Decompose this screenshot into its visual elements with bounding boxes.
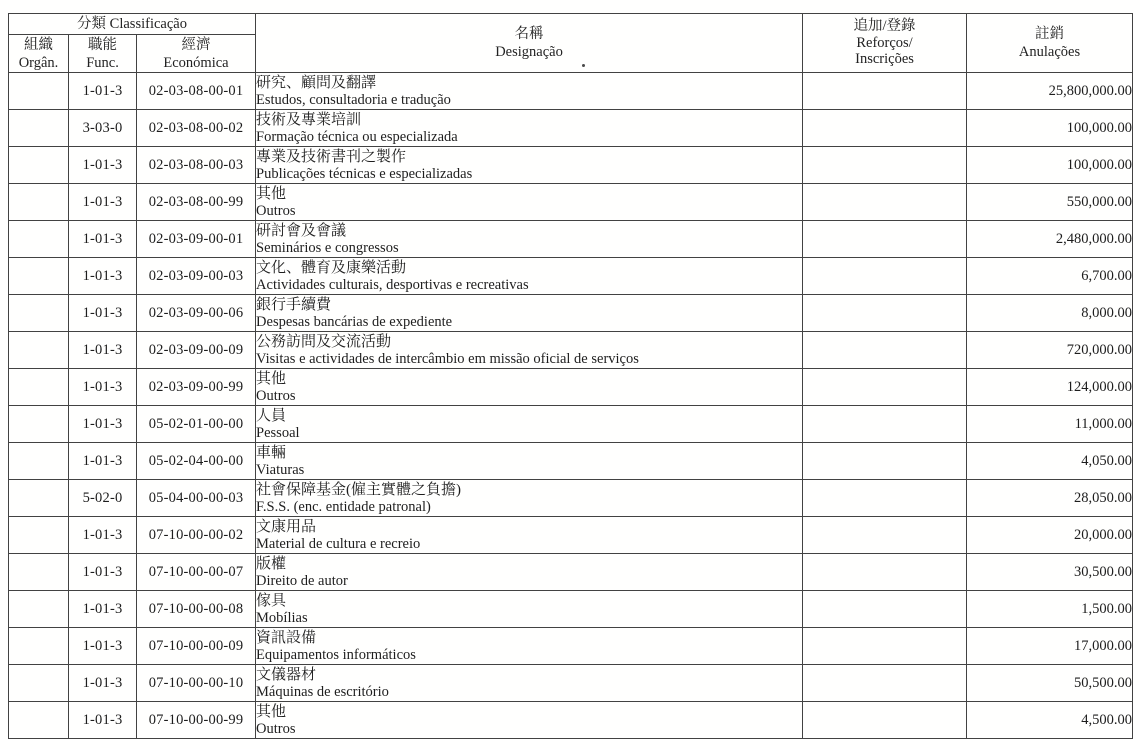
header-designation-zh: 名稱 bbox=[514, 26, 544, 42]
cell-organ bbox=[9, 332, 69, 369]
cell-designation bbox=[256, 110, 803, 147]
cell-func: 1-01-3 bbox=[69, 295, 137, 332]
designation-zh: 版權 bbox=[256, 555, 287, 572]
cell-econ: 07-10-00-00-02 bbox=[137, 517, 256, 554]
header-reinforcements-zh: 追加/登錄 bbox=[853, 18, 916, 35]
cell-organ bbox=[9, 406, 69, 443]
designation-pt: Outros bbox=[256, 202, 296, 219]
table-row bbox=[9, 628, 1133, 665]
cell-func: 5-02-0 bbox=[69, 480, 137, 517]
cell-cancellations: 20,000.00 bbox=[967, 517, 1133, 554]
cell-func: 1-01-3 bbox=[69, 406, 137, 443]
header-econ bbox=[137, 35, 256, 73]
designation-pt: Seminários e congressos bbox=[256, 239, 399, 256]
cell-organ bbox=[9, 295, 69, 332]
cell-reinforcements bbox=[803, 591, 967, 628]
cell-reinforcements bbox=[803, 184, 967, 221]
cell-reinforcements bbox=[803, 702, 967, 739]
cell-cancellations: 17,000.00 bbox=[967, 628, 1133, 665]
cell-func: 1-01-3 bbox=[69, 628, 137, 665]
header-reinforcements bbox=[803, 14, 967, 73]
cell-func: 1-01-3 bbox=[69, 665, 137, 702]
cell-func: 1-01-3 bbox=[69, 184, 137, 221]
cell-designation bbox=[256, 628, 803, 665]
cell-cancellations: 124,000.00 bbox=[967, 369, 1133, 406]
cell-reinforcements bbox=[803, 110, 967, 147]
designation-pt: Equipamentos informáticos bbox=[256, 646, 416, 663]
cell-cancellations: 25,800,000.00 bbox=[967, 73, 1133, 110]
cell-econ: 02-03-09-00-01 bbox=[137, 221, 256, 258]
table-row bbox=[9, 221, 1133, 258]
cell-econ: 07-10-00-00-99 bbox=[137, 702, 256, 739]
cell-func: 1-01-3 bbox=[69, 591, 137, 628]
cell-econ: 07-10-00-00-10 bbox=[137, 665, 256, 702]
cell-econ: 05-02-01-00-00 bbox=[137, 406, 256, 443]
cell-designation bbox=[256, 332, 803, 369]
table-row bbox=[9, 258, 1133, 295]
designation-zh: 公務訪問及交流活動 bbox=[256, 333, 392, 350]
designation-pt: Viaturas bbox=[256, 461, 305, 478]
table-body bbox=[9, 73, 1133, 739]
cell-organ bbox=[9, 147, 69, 184]
cell-cancellations: 100,000.00 bbox=[967, 110, 1133, 147]
header-func bbox=[69, 35, 137, 73]
designation-pt: Material de cultura e recreio bbox=[256, 535, 421, 552]
designation-zh: 銀行手續費 bbox=[256, 296, 332, 313]
cell-cancellations: 50,500.00 bbox=[967, 665, 1133, 702]
cell-organ bbox=[9, 369, 69, 406]
cell-econ: 02-03-08-00-01 bbox=[137, 73, 256, 110]
designation-pt: Despesas bancárias de expediente bbox=[256, 313, 453, 330]
cell-designation bbox=[256, 369, 803, 406]
cell-reinforcements bbox=[803, 665, 967, 702]
cell-func: 1-01-3 bbox=[69, 554, 137, 591]
header-designation bbox=[256, 14, 803, 73]
cell-organ bbox=[9, 258, 69, 295]
cell-cancellations: 4,500.00 bbox=[967, 702, 1133, 739]
cell-func: 1-01-3 bbox=[69, 147, 137, 184]
cell-reinforcements bbox=[803, 406, 967, 443]
scan-artifact-dot bbox=[582, 64, 585, 67]
designation-pt: Direito de autor bbox=[256, 572, 348, 589]
table-row bbox=[9, 480, 1133, 517]
cell-func: 1-01-3 bbox=[69, 517, 137, 554]
cell-func: 3-03-0 bbox=[69, 110, 137, 147]
cell-reinforcements bbox=[803, 295, 967, 332]
designation-zh: 其他 bbox=[256, 370, 287, 387]
designation-pt: Mobílias bbox=[256, 609, 308, 626]
designation-pt: F.S.S. (enc. entidade patronal) bbox=[256, 498, 431, 515]
designation-pt: Outros bbox=[256, 720, 296, 737]
cell-reinforcements bbox=[803, 443, 967, 480]
cell-organ bbox=[9, 480, 69, 517]
cell-econ: 02-03-09-00-99 bbox=[137, 369, 256, 406]
cell-econ: 02-03-09-00-03 bbox=[137, 258, 256, 295]
designation-zh: 文康用品 bbox=[256, 518, 317, 535]
designation-zh: 專業及技術書刊之製作 bbox=[256, 148, 407, 165]
table-row bbox=[9, 517, 1133, 554]
cell-organ bbox=[9, 73, 69, 110]
cell-econ: 07-10-00-00-08 bbox=[137, 591, 256, 628]
cell-func: 1-01-3 bbox=[69, 702, 137, 739]
cell-reinforcements bbox=[803, 332, 967, 369]
header-reinforcements-pt2: Inscrições bbox=[855, 51, 914, 68]
cell-econ: 05-04-00-00-03 bbox=[137, 480, 256, 517]
cell-designation bbox=[256, 591, 803, 628]
cell-func: 1-01-3 bbox=[69, 369, 137, 406]
designation-zh: 人員 bbox=[256, 407, 287, 424]
cell-reinforcements bbox=[803, 73, 967, 110]
cell-reinforcements bbox=[803, 628, 967, 665]
cell-designation bbox=[256, 443, 803, 480]
cell-func: 1-01-3 bbox=[69, 258, 137, 295]
cell-reinforcements bbox=[803, 369, 967, 406]
header-organ bbox=[9, 35, 69, 73]
designation-pt: Publicações técnicas e especializadas bbox=[256, 165, 473, 182]
table-row bbox=[9, 554, 1133, 591]
cell-cancellations: 100,000.00 bbox=[967, 147, 1133, 184]
header-econ-zh: 經濟 bbox=[181, 36, 211, 53]
cell-designation bbox=[256, 480, 803, 517]
cell-func: 1-01-3 bbox=[69, 221, 137, 258]
table-row bbox=[9, 443, 1133, 480]
header-classification-label: 分類 Classificação bbox=[77, 16, 187, 32]
table-row bbox=[9, 332, 1133, 369]
cell-cancellations: 1,500.00 bbox=[967, 591, 1133, 628]
cell-organ bbox=[9, 110, 69, 147]
header-reinforcements-pt1: Reforços/ bbox=[856, 34, 913, 51]
cell-cancellations: 2,480,000.00 bbox=[967, 221, 1133, 258]
table-row bbox=[9, 110, 1133, 147]
cell-organ bbox=[9, 591, 69, 628]
table-row bbox=[9, 702, 1133, 739]
cell-econ: 02-03-08-00-03 bbox=[137, 147, 256, 184]
cell-organ bbox=[9, 517, 69, 554]
cell-cancellations: 6,700.00 bbox=[967, 258, 1133, 295]
designation-pt: Pessoal bbox=[256, 424, 300, 441]
cell-cancellations: 28,050.00 bbox=[967, 480, 1133, 517]
cell-designation bbox=[256, 665, 803, 702]
header-econ-pt: Económica bbox=[163, 54, 229, 71]
cell-reinforcements bbox=[803, 554, 967, 591]
budget-table bbox=[8, 13, 1133, 739]
cell-econ: 07-10-00-00-07 bbox=[137, 554, 256, 591]
cell-designation bbox=[256, 406, 803, 443]
cell-designation bbox=[256, 73, 803, 110]
cell-cancellations: 8,000.00 bbox=[967, 295, 1133, 332]
header-func-zh: 職能 bbox=[88, 36, 117, 53]
cell-econ: 07-10-00-00-09 bbox=[137, 628, 256, 665]
designation-zh: 文化、體育及康樂活動 bbox=[256, 259, 407, 276]
cell-econ: 02-03-09-00-06 bbox=[137, 295, 256, 332]
table-row bbox=[9, 184, 1133, 221]
designation-pt: Actividades culturais, desportivas e recreativas bbox=[256, 276, 529, 293]
cell-designation bbox=[256, 258, 803, 295]
cell-econ: 02-03-09-00-09 bbox=[137, 332, 256, 369]
designation-zh: 研究、顧問及翻譯 bbox=[256, 74, 377, 91]
designation-zh: 傢具 bbox=[256, 592, 287, 609]
cell-organ bbox=[9, 554, 69, 591]
cell-designation bbox=[256, 147, 803, 184]
header-organ-pt: Orgân. bbox=[18, 54, 59, 71]
cell-organ bbox=[9, 702, 69, 739]
designation-zh: 社會保障基金(僱主實體之負擔) bbox=[256, 481, 462, 498]
cell-reinforcements bbox=[803, 258, 967, 295]
cell-organ bbox=[9, 665, 69, 702]
table-header bbox=[9, 14, 1133, 73]
header-classification bbox=[9, 14, 256, 35]
designation-zh: 資訊設備 bbox=[256, 629, 317, 646]
designation-pt: Formação técnica ou especializada bbox=[256, 128, 458, 145]
table-row bbox=[9, 147, 1133, 184]
cell-reinforcements bbox=[803, 221, 967, 258]
header-organ-zh: 組織 bbox=[24, 36, 53, 53]
cell-reinforcements bbox=[803, 517, 967, 554]
cell-designation bbox=[256, 295, 803, 332]
header-func-pt: Func. bbox=[86, 54, 119, 71]
cell-designation bbox=[256, 554, 803, 591]
cell-reinforcements bbox=[803, 147, 967, 184]
table-row bbox=[9, 295, 1133, 332]
table-row bbox=[9, 73, 1133, 110]
cell-organ bbox=[9, 443, 69, 480]
cell-organ bbox=[9, 184, 69, 221]
designation-zh: 文儀器材 bbox=[256, 666, 317, 683]
cell-cancellations: 4,050.00 bbox=[967, 443, 1133, 480]
cell-designation bbox=[256, 517, 803, 554]
designation-pt: Estudos, consultadoria e tradução bbox=[256, 91, 451, 108]
cell-designation bbox=[256, 702, 803, 739]
cell-econ: 05-02-04-00-00 bbox=[137, 443, 256, 480]
designation-zh: 研討會及會議 bbox=[256, 222, 347, 239]
designation-zh: 技術及專業培訓 bbox=[256, 111, 362, 128]
header-cancellations bbox=[967, 14, 1133, 73]
designation-zh: 其他 bbox=[256, 185, 287, 202]
designation-pt: Outros bbox=[256, 387, 296, 404]
designation-zh: 其他 bbox=[256, 703, 287, 720]
header-cancellations-pt: Anulações bbox=[1018, 44, 1081, 60]
table-row bbox=[9, 406, 1133, 443]
designation-pt: Visitas e actividades de intercâmbio em missão oficial de serviços bbox=[256, 350, 639, 367]
cell-econ: 02-03-08-00-02 bbox=[137, 110, 256, 147]
cell-designation bbox=[256, 221, 803, 258]
cell-func: 1-01-3 bbox=[69, 332, 137, 369]
cell-func: 1-01-3 bbox=[69, 443, 137, 480]
header-designation-pt: Designação bbox=[495, 44, 563, 60]
cell-cancellations: 30,500.00 bbox=[967, 554, 1133, 591]
cell-designation bbox=[256, 184, 803, 221]
cell-econ: 02-03-08-00-99 bbox=[137, 184, 256, 221]
table-row bbox=[9, 591, 1133, 628]
cell-organ bbox=[9, 221, 69, 258]
table-row bbox=[9, 665, 1133, 702]
cell-func: 1-01-3 bbox=[69, 73, 137, 110]
cell-cancellations: 11,000.00 bbox=[967, 406, 1133, 443]
cell-cancellations: 720,000.00 bbox=[967, 332, 1133, 369]
header-row-1 bbox=[9, 14, 1133, 35]
cell-organ bbox=[9, 628, 69, 665]
designation-zh: 車輛 bbox=[256, 444, 287, 461]
header-cancellations-zh: 註銷 bbox=[1035, 26, 1065, 42]
table-row bbox=[9, 369, 1133, 406]
cell-reinforcements bbox=[803, 480, 967, 517]
cell-cancellations: 550,000.00 bbox=[967, 184, 1133, 221]
designation-pt: Máquinas de escritório bbox=[256, 683, 389, 700]
